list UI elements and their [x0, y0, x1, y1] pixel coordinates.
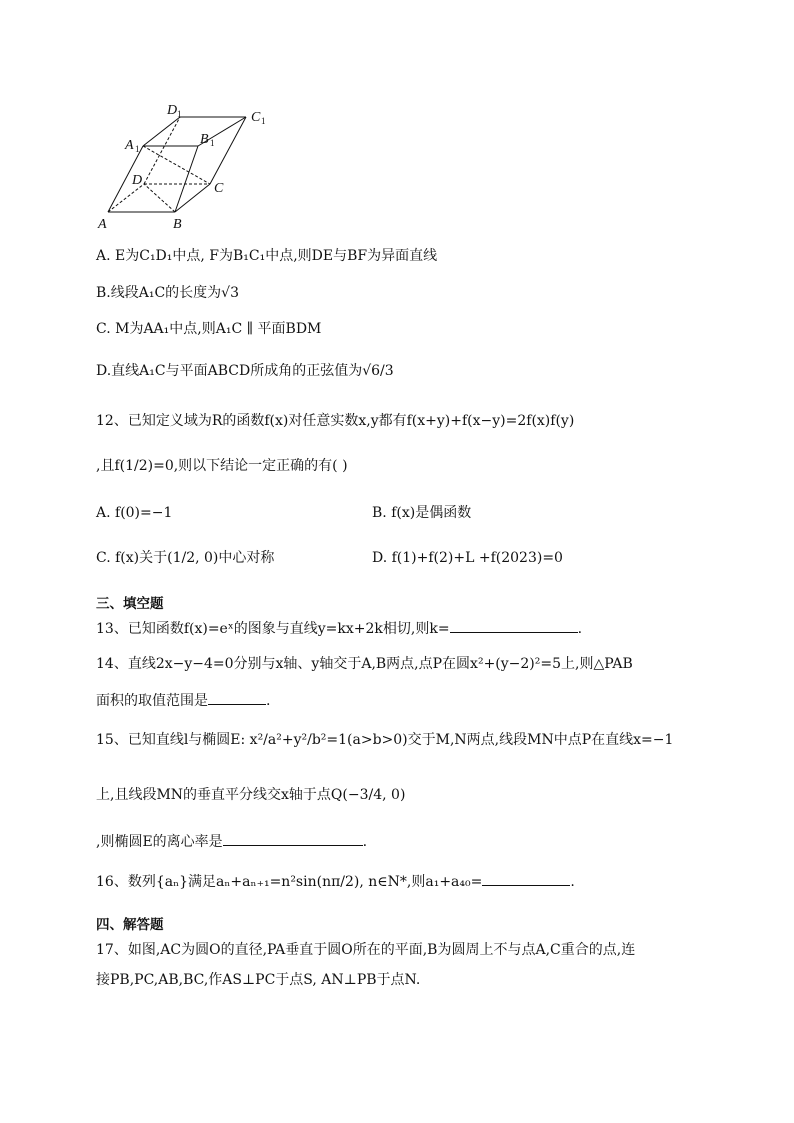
label-a1-sub: 1 [135, 144, 140, 154]
q17-line1: 17、如图,AC为圆O的直径,PA垂直于圆O所在的平面,B为圆周上不与点A,C重合的点,连 [96, 942, 636, 958]
q13-stem: 13、已知函数f(x)=eˣ的图象与直线y=kx+2k相切,则k= [96, 621, 450, 637]
edge-b-b1 [175, 146, 198, 212]
q14-line2: 面积的取值范围是 . [96, 690, 270, 711]
q11-option-b: B.线段A₁C的长度为√3 [96, 285, 240, 301]
label-c1: C [251, 110, 261, 125]
q15-line2: 上,且线段MN的垂直平分线交x轴于点Q(−3/4, 0) [96, 787, 406, 803]
q13-answer-blank [450, 618, 578, 633]
q12-stem-line1: 12、已知定义域为R的函数f(x)对任意实数x,y都有f(x+y)+f(x−y)=2f(x)f(y) [96, 413, 575, 429]
q15-line3: ,则椭圆E的离心率是 . [96, 831, 367, 852]
label-d1-sub: 1 [177, 109, 182, 119]
q14-answer-blank [208, 690, 266, 705]
label-b1-sub: 1 [210, 138, 215, 148]
q15-answer-blank [223, 831, 363, 846]
q12-stem-line2: ,且f(1/2)=0,则以下结论一定正确的有( ) [96, 458, 348, 474]
hidden-edge-d-d1 [144, 117, 180, 184]
q11-option-c: C. M为AA₁中点,则A₁C ∥ 平面BDM [96, 321, 322, 337]
label-b: B [173, 217, 182, 232]
parallelepiped-figure [96, 95, 286, 235]
label-c1-sub: 1 [261, 116, 266, 126]
edge-a1-d1 [143, 117, 180, 146]
q11-option-d: D.直线A₁C与平面ABCD所成角的正弦值为√6/3 [96, 363, 394, 379]
hidden-diag-a1-c [143, 146, 210, 184]
label-a1: A [125, 138, 134, 153]
q12-option-a: A. f(0)=−1 [96, 505, 173, 521]
q12-option-d: D. f(1)+f(2)+L +f(2023)=0 [372, 550, 563, 566]
q16-answer-blank [482, 871, 570, 886]
q15-line1: 15、已知直线l与椭圆E: x²/a²+y²/b²=1(a>b>0)交于M,N两点,线段MN中点P在直线x=−1 [96, 732, 674, 748]
label-d: D [132, 173, 143, 188]
hidden-diag-b-d [144, 184, 175, 212]
q12-option-b: B. f(x)是偶函数 [372, 505, 472, 521]
q14-line1: 14、直线2x−y−4=0分别与x轴、y轴交于A,B两点,点P在圆x²+(y−2)²=5上,则△PAB [96, 656, 633, 672]
q14-stem: 面积的取值范围是 [96, 693, 208, 709]
label-a: A [98, 217, 107, 232]
label-c: C [214, 181, 224, 196]
label-d1: D [167, 103, 178, 118]
hidden-edge-a-d [108, 184, 144, 212]
q17-line2: 接PB,PC,AB,BC,作AS⊥PC于点S, AN⊥PB于点N. [96, 972, 421, 988]
section-heading-solutions: 四、解答题 [96, 917, 164, 933]
q16-text: 16、数列{aₙ}满足aₙ+aₙ₊₁=n²sin(nπ/2), n∈N*,则a₁+a₄₀= . [96, 871, 575, 892]
edge-c-c1 [210, 117, 246, 184]
q12-option-c: C. f(x)关于(1/2, 0)中心对称 [96, 550, 275, 566]
q15-stem: ,则椭圆E的离心率是 [96, 834, 223, 850]
q11-option-a: A. E为C₁D₁中点, F为B₁C₁中点,则DE与BF为异面直线 [96, 248, 438, 264]
q16-stem: 16、数列{aₙ}满足aₙ+aₙ₊₁=n²sin(nπ/2), n∈N*,则a₁+a₄₀= [96, 874, 483, 890]
q13-text: 13、已知函数f(x)=eˣ的图象与直线y=kx+2k相切,则k= . [96, 618, 582, 639]
label-b1: B [200, 132, 209, 147]
section-heading-fill-blank: 三、填空题 [96, 596, 164, 612]
